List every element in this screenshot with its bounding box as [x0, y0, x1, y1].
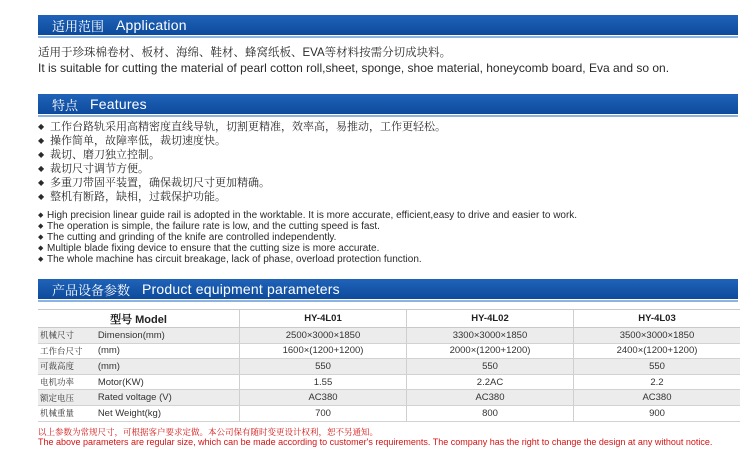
- table-cell: 3300×3000×1850: [407, 328, 574, 344]
- row-label-cn: 机械尺寸: [38, 328, 98, 344]
- disclaimer-cn: 以上参数为常规尺寸，可根据客户要求定做。本公司保有随时变更设计权利，恕不另通知。: [38, 427, 379, 437]
- row-label-cn: 电机功率: [38, 374, 98, 390]
- table-cell: 2400×(1200+1200): [573, 343, 740, 359]
- diamond-bullet-icon: ◆: [38, 122, 45, 131]
- table-header-row: [38, 310, 740, 328]
- application-title-en: Application: [116, 17, 187, 33]
- table-row: [38, 390, 740, 406]
- table-cell: 1.55: [240, 374, 407, 390]
- table-cell: 1600×(1200+1200): [240, 343, 407, 359]
- diamond-bullet-icon: ◆: [38, 245, 44, 252]
- diamond-bullet-icon: ◆: [38, 234, 44, 241]
- params-table: [38, 309, 740, 422]
- row-label-cn: 工作台尺寸: [38, 343, 98, 359]
- feature-item-cn: ◆ 整机有断路，缺相，过载保护功能。: [38, 191, 226, 203]
- application-header: [38, 15, 738, 35]
- feature-item-cn: ◆ 裁切尺寸调节方便。: [38, 163, 149, 175]
- table-cell: 2.2AC: [407, 374, 574, 390]
- table-cell: 2000×(1200+1200): [407, 343, 574, 359]
- table-row: [38, 359, 740, 375]
- application-title-cn: 适用范围: [52, 18, 105, 34]
- row-label-cn: 额定电压: [38, 390, 98, 406]
- diamond-bullet-icon: ◆: [38, 212, 44, 219]
- features-title-cn: 特点: [52, 97, 79, 113]
- row-label-en: Dimension(mm): [98, 328, 240, 344]
- table-cell: AC380: [240, 390, 407, 406]
- params-title-en: Product equipment parameters: [142, 281, 340, 297]
- table-cell: 550: [573, 359, 740, 375]
- feature-item-cn: ◆ 工作台路轨采用高精密度直线导轨，切割更精准，效率高，易推动，工作更轻松。: [38, 121, 446, 133]
- model-column-header: HY-4L01: [240, 310, 407, 328]
- diamond-bullet-icon: ◆: [38, 178, 45, 187]
- model-column-header: HY-4L02: [407, 310, 574, 328]
- features-list-cn: [38, 120, 446, 204]
- diamond-bullet-icon: ◆: [38, 223, 44, 230]
- diamond-bullet-icon: ◆: [38, 164, 45, 173]
- application-text-en: It is suitable for cutting the material of pearl cotton roll,sheet, sponge, shoe material, honeycomb board, Eva and so on.: [38, 61, 670, 75]
- feature-item-en: ◆ The operation is simple, the failure rate is low, and the cutting speed is fast.: [38, 221, 380, 232]
- row-label-en: (mm): [98, 359, 240, 375]
- table-cell: 550: [240, 359, 407, 375]
- table-cell: 550: [407, 359, 574, 375]
- table-cell: 700: [240, 405, 407, 421]
- params-header: [38, 279, 738, 299]
- features-header: [38, 94, 738, 114]
- table-cell: 900: [573, 405, 740, 421]
- table-row: [38, 328, 740, 344]
- feature-item-cn: ◆ 多重刀带固平装置，确保裁切尺寸更加精确。: [38, 177, 270, 189]
- row-label-en: Net Weight(kg): [98, 405, 240, 421]
- table-cell: 800: [407, 405, 574, 421]
- feature-item-en: ◆ The whole machine has circuit breakage, lack of phase, overload protection function.: [38, 254, 422, 265]
- row-label-cn: 可裁高度: [38, 359, 98, 375]
- diamond-bullet-icon: ◆: [38, 136, 45, 145]
- disclaimer-en: The above parameters are regular size, which can be made according to customer's requirements. The company has the right to change the design at any without notice.: [38, 437, 713, 447]
- row-label-en: (mm): [98, 343, 240, 359]
- table-row: [38, 374, 740, 390]
- params-title-cn: 产品设备参数: [52, 282, 131, 298]
- table-row: [38, 405, 740, 421]
- table-cell: AC380: [573, 390, 740, 406]
- feature-item-cn: ◆ 操作简单，故障率低，裁切速度快。: [38, 135, 226, 147]
- diamond-bullet-icon: ◆: [38, 150, 45, 159]
- table-cell: AC380: [407, 390, 574, 406]
- feature-item-en: ◆ The cutting and grinding of the knife are controlled independently.: [38, 232, 337, 243]
- row-label-en: Rated voltage (V): [98, 390, 240, 406]
- feature-item-en: ◆ High precision linear guide rail is adopted in the worktable. It is more accurate, efficient,easy to drive and easier to work.: [38, 210, 578, 221]
- application-text-cn: 适用于珍珠棉卷材、板材、海绵、鞋材、蜂窝纸板、EVA等材料按需分切成块料。: [38, 47, 452, 59]
- features-title-en: Features: [90, 96, 147, 112]
- row-label-en: Motor(KW): [98, 374, 240, 390]
- table-cell: 3500×3000×1850: [573, 328, 740, 344]
- table-cell: 2.2: [573, 374, 740, 390]
- features-list-en: [38, 210, 577, 265]
- model-header: 型号 Model: [38, 310, 240, 328]
- diamond-bullet-icon: ◆: [38, 192, 45, 201]
- feature-item-cn: ◆ 裁切、磨刀独立控制。: [38, 149, 160, 161]
- row-label-cn: 机械重量: [38, 405, 98, 421]
- feature-item-en: ◆ Multiple blade fixing device to ensure that the cutting size is more accurate.: [38, 243, 380, 254]
- table-row: [38, 343, 740, 359]
- model-column-header: HY-4L03: [573, 310, 740, 328]
- diamond-bullet-icon: ◆: [38, 256, 44, 263]
- table-cell: 2500×3000×1850: [240, 328, 407, 344]
